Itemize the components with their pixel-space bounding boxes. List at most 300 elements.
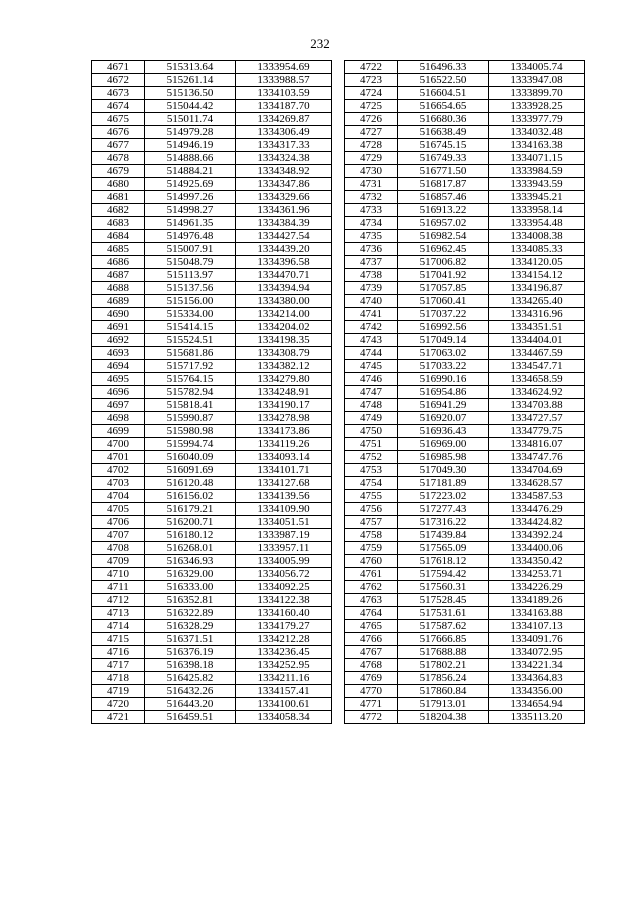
y-coordinate-cell: 1334316.96 — [489, 308, 585, 321]
table-row — [345, 399, 585, 412]
x-coordinate-cell: 515044.42 — [145, 100, 236, 113]
table-row — [345, 607, 585, 620]
y-coordinate-cell: 1334351.51 — [489, 321, 585, 334]
y-coordinate-cell: 1334189.26 — [489, 594, 585, 607]
table-row — [345, 100, 585, 113]
table-row — [345, 269, 585, 282]
point-number-cell: 4724 — [345, 87, 398, 100]
x-coordinate-cell: 516985.98 — [398, 451, 489, 464]
point-number-cell: 4689 — [92, 295, 145, 308]
point-number-cell: 4764 — [345, 607, 398, 620]
point-number-cell: 4761 — [345, 568, 398, 581]
x-coordinate-cell: 517860.84 — [398, 685, 489, 698]
y-coordinate-cell: 1334427.54 — [236, 230, 332, 243]
point-number-cell: 4690 — [92, 308, 145, 321]
x-coordinate-cell: 516941.29 — [398, 399, 489, 412]
y-coordinate-cell: 1334119.26 — [236, 438, 332, 451]
y-coordinate-cell: 1334467.59 — [489, 347, 585, 360]
y-coordinate-cell: 1334005.99 — [236, 555, 332, 568]
y-coordinate-cell: 1334703.88 — [489, 399, 585, 412]
table-row — [92, 178, 332, 191]
y-coordinate-cell: 1334347.86 — [236, 178, 332, 191]
x-coordinate-cell: 516522.50 — [398, 74, 489, 87]
x-coordinate-cell: 516957.02 — [398, 217, 489, 230]
table-row — [345, 191, 585, 204]
point-number-cell: 4673 — [92, 87, 145, 100]
table-row — [345, 230, 585, 243]
x-coordinate-cell: 516091.69 — [145, 464, 236, 477]
coordinate-table-left — [91, 60, 332, 724]
y-coordinate-cell: 1334190.17 — [236, 399, 332, 412]
table-row — [92, 685, 332, 698]
table-row — [92, 113, 332, 126]
table-row — [92, 594, 332, 607]
y-coordinate-cell: 1334100.61 — [236, 698, 332, 711]
table-row — [345, 113, 585, 126]
point-number-cell: 4681 — [92, 191, 145, 204]
y-coordinate-cell: 1334392.24 — [489, 529, 585, 542]
x-coordinate-cell: 516180.12 — [145, 529, 236, 542]
point-number-cell: 4713 — [92, 607, 145, 620]
table-row — [92, 61, 332, 74]
table-row — [345, 165, 585, 178]
x-coordinate-cell: 517802.21 — [398, 659, 489, 672]
x-coordinate-cell: 516745.15 — [398, 139, 489, 152]
point-number-cell: 4711 — [92, 581, 145, 594]
x-coordinate-cell: 514961.35 — [145, 217, 236, 230]
point-number-cell: 4748 — [345, 399, 398, 412]
table-row — [92, 633, 332, 646]
y-coordinate-cell: 1334163.38 — [489, 139, 585, 152]
x-coordinate-cell: 516496.33 — [398, 61, 489, 74]
table-row — [92, 542, 332, 555]
table-row — [92, 581, 332, 594]
x-coordinate-cell: 516913.22 — [398, 204, 489, 217]
y-coordinate-cell: 1334704.69 — [489, 464, 585, 477]
x-coordinate-cell: 515137.56 — [145, 282, 236, 295]
y-coordinate-cell: 1334380.00 — [236, 295, 332, 308]
point-number-cell: 4725 — [345, 100, 398, 113]
x-coordinate-cell: 515990.87 — [145, 412, 236, 425]
table-row — [345, 659, 585, 672]
table-row — [92, 74, 332, 87]
table-row — [92, 321, 332, 334]
y-coordinate-cell: 1334816.07 — [489, 438, 585, 451]
y-coordinate-cell: 1334727.57 — [489, 412, 585, 425]
x-coordinate-cell: 517856.24 — [398, 672, 489, 685]
x-coordinate-cell: 518204.38 — [398, 711, 489, 724]
point-number-cell: 4720 — [92, 698, 145, 711]
x-coordinate-cell: 517531.61 — [398, 607, 489, 620]
y-coordinate-cell: 1334160.40 — [236, 607, 332, 620]
point-number-cell: 4741 — [345, 308, 398, 321]
table-row — [345, 516, 585, 529]
y-coordinate-cell: 1333954.69 — [236, 61, 332, 74]
point-number-cell: 4695 — [92, 373, 145, 386]
x-coordinate-cell: 515717.92 — [145, 360, 236, 373]
x-coordinate-cell: 517006.82 — [398, 256, 489, 269]
table-row — [345, 204, 585, 217]
point-number-cell: 4730 — [345, 165, 398, 178]
y-coordinate-cell: 1334058.34 — [236, 711, 332, 724]
y-coordinate-cell: 1333977.79 — [489, 113, 585, 126]
point-number-cell: 4699 — [92, 425, 145, 438]
point-number-cell: 4693 — [92, 347, 145, 360]
point-number-cell: 4768 — [345, 659, 398, 672]
point-number-cell: 4749 — [345, 412, 398, 425]
table-row — [345, 360, 585, 373]
point-number-cell: 4691 — [92, 321, 145, 334]
x-coordinate-cell: 517060.41 — [398, 295, 489, 308]
table-row — [345, 256, 585, 269]
table-row — [92, 165, 332, 178]
table-row — [345, 61, 585, 74]
y-coordinate-cell: 1333984.59 — [489, 165, 585, 178]
x-coordinate-cell: 514997.26 — [145, 191, 236, 204]
x-coordinate-cell: 517181.89 — [398, 477, 489, 490]
x-coordinate-cell: 516857.46 — [398, 191, 489, 204]
point-number-cell: 4682 — [92, 204, 145, 217]
y-coordinate-cell: 1333954.48 — [489, 217, 585, 230]
point-number-cell: 4731 — [345, 178, 398, 191]
point-number-cell: 4675 — [92, 113, 145, 126]
y-coordinate-cell: 1334439.20 — [236, 243, 332, 256]
point-number-cell: 4684 — [92, 230, 145, 243]
x-coordinate-cell: 516179.21 — [145, 503, 236, 516]
point-number-cell: 4701 — [92, 451, 145, 464]
point-number-cell: 4709 — [92, 555, 145, 568]
table-row — [92, 399, 332, 412]
y-coordinate-cell: 1333947.08 — [489, 74, 585, 87]
x-coordinate-cell: 515524.51 — [145, 334, 236, 347]
point-number-cell: 4692 — [92, 334, 145, 347]
point-number-cell: 4757 — [345, 516, 398, 529]
x-coordinate-cell: 516936.43 — [398, 425, 489, 438]
y-coordinate-cell: 1334252.95 — [236, 659, 332, 672]
point-number-cell: 4714 — [92, 620, 145, 633]
point-number-cell: 4769 — [345, 672, 398, 685]
table-row — [92, 347, 332, 360]
y-coordinate-cell: 1334005.74 — [489, 61, 585, 74]
page-number: 232 — [310, 36, 330, 51]
table-row — [345, 243, 585, 256]
x-coordinate-cell: 516040.09 — [145, 451, 236, 464]
table-row — [345, 308, 585, 321]
y-coordinate-cell: 1334056.72 — [236, 568, 332, 581]
x-coordinate-cell: 516990.16 — [398, 373, 489, 386]
y-coordinate-cell: 1334654.94 — [489, 698, 585, 711]
point-number-cell: 4727 — [345, 126, 398, 139]
table-row — [345, 646, 585, 659]
point-number-cell: 4706 — [92, 516, 145, 529]
table-row — [92, 243, 332, 256]
table-row — [92, 87, 332, 100]
y-coordinate-cell: 1334400.06 — [489, 542, 585, 555]
table-row — [345, 672, 585, 685]
y-coordinate-cell: 1334253.71 — [489, 568, 585, 581]
point-number-cell: 4758 — [345, 529, 398, 542]
y-coordinate-cell: 1334364.83 — [489, 672, 585, 685]
point-number-cell: 4700 — [92, 438, 145, 451]
point-number-cell: 4754 — [345, 477, 398, 490]
y-coordinate-cell: 1334093.14 — [236, 451, 332, 464]
point-number-cell: 4698 — [92, 412, 145, 425]
point-number-cell: 4687 — [92, 269, 145, 282]
y-coordinate-cell: 1334120.05 — [489, 256, 585, 269]
x-coordinate-cell: 517041.92 — [398, 269, 489, 282]
table-row — [345, 633, 585, 646]
y-coordinate-cell: 1334139.56 — [236, 490, 332, 503]
x-coordinate-cell: 517594.42 — [398, 568, 489, 581]
table-row — [92, 477, 332, 490]
x-coordinate-cell: 515764.15 — [145, 373, 236, 386]
x-coordinate-cell: 517528.45 — [398, 594, 489, 607]
x-coordinate-cell: 515313.64 — [145, 61, 236, 74]
point-number-cell: 4739 — [345, 282, 398, 295]
table-row — [92, 672, 332, 685]
y-coordinate-cell: 1334384.39 — [236, 217, 332, 230]
table-row — [345, 451, 585, 464]
y-coordinate-cell: 1334424.82 — [489, 516, 585, 529]
y-coordinate-cell: 1334324.38 — [236, 152, 332, 165]
table-row — [345, 217, 585, 230]
point-number-cell: 4751 — [345, 438, 398, 451]
point-number-cell: 4674 — [92, 100, 145, 113]
point-number-cell: 4707 — [92, 529, 145, 542]
table-row — [92, 412, 332, 425]
point-number-cell: 4772 — [345, 711, 398, 724]
x-coordinate-cell: 515782.94 — [145, 386, 236, 399]
y-coordinate-cell: 1333945.21 — [489, 191, 585, 204]
point-number-cell: 4685 — [92, 243, 145, 256]
point-number-cell: 4732 — [345, 191, 398, 204]
table-row — [345, 581, 585, 594]
point-number-cell: 4745 — [345, 360, 398, 373]
x-coordinate-cell: 514976.48 — [145, 230, 236, 243]
table-row — [345, 347, 585, 360]
point-number-cell: 4712 — [92, 594, 145, 607]
point-number-cell: 4747 — [345, 386, 398, 399]
point-number-cell: 4770 — [345, 685, 398, 698]
y-coordinate-cell: 1334348.92 — [236, 165, 332, 178]
table-row — [92, 568, 332, 581]
x-coordinate-cell: 516425.82 — [145, 672, 236, 685]
point-number-cell: 4755 — [345, 490, 398, 503]
point-number-cell: 4762 — [345, 581, 398, 594]
x-coordinate-cell: 516680.36 — [398, 113, 489, 126]
table-row — [92, 503, 332, 516]
x-coordinate-cell: 516432.26 — [145, 685, 236, 698]
x-coordinate-cell: 516376.19 — [145, 646, 236, 659]
y-coordinate-cell: 1334361.96 — [236, 204, 332, 217]
table-row — [92, 386, 332, 399]
point-number-cell: 4697 — [92, 399, 145, 412]
x-coordinate-cell: 517049.30 — [398, 464, 489, 477]
y-coordinate-cell: 1334154.12 — [489, 269, 585, 282]
y-coordinate-cell: 1334265.40 — [489, 295, 585, 308]
point-number-cell: 4738 — [345, 269, 398, 282]
table-row — [92, 373, 332, 386]
x-coordinate-cell: 516459.51 — [145, 711, 236, 724]
table-row — [92, 256, 332, 269]
table-row — [345, 425, 585, 438]
point-number-cell: 4735 — [345, 230, 398, 243]
table-row — [92, 191, 332, 204]
y-coordinate-cell: 1334221.34 — [489, 659, 585, 672]
x-coordinate-cell: 516352.81 — [145, 594, 236, 607]
y-coordinate-cell: 1334382.12 — [236, 360, 332, 373]
x-coordinate-cell: 515007.91 — [145, 243, 236, 256]
x-coordinate-cell: 516156.02 — [145, 490, 236, 503]
x-coordinate-cell: 517033.22 — [398, 360, 489, 373]
point-number-cell: 4753 — [345, 464, 398, 477]
table-row — [92, 126, 332, 139]
y-coordinate-cell: 1334396.58 — [236, 256, 332, 269]
point-number-cell: 4671 — [92, 61, 145, 74]
point-number-cell: 4679 — [92, 165, 145, 178]
x-coordinate-cell: 515818.41 — [145, 399, 236, 412]
table-row — [92, 425, 332, 438]
table-row — [92, 607, 332, 620]
x-coordinate-cell: 516443.20 — [145, 698, 236, 711]
table-row — [345, 503, 585, 516]
y-coordinate-cell: 1334306.49 — [236, 126, 332, 139]
y-coordinate-cell: 1334187.70 — [236, 100, 332, 113]
x-coordinate-cell: 517037.22 — [398, 308, 489, 321]
x-coordinate-cell: 514998.27 — [145, 204, 236, 217]
x-coordinate-cell: 516346.93 — [145, 555, 236, 568]
table-row — [92, 204, 332, 217]
x-coordinate-cell: 516371.51 — [145, 633, 236, 646]
y-coordinate-cell: 1334179.27 — [236, 620, 332, 633]
point-number-cell: 4678 — [92, 152, 145, 165]
y-coordinate-cell: 1334356.00 — [489, 685, 585, 698]
point-number-cell: 4763 — [345, 594, 398, 607]
y-coordinate-cell: 1334329.66 — [236, 191, 332, 204]
table-row — [345, 373, 585, 386]
y-coordinate-cell: 1333988.57 — [236, 74, 332, 87]
y-coordinate-cell: 1334212.28 — [236, 633, 332, 646]
table-row — [345, 464, 585, 477]
point-number-cell: 4734 — [345, 217, 398, 230]
y-coordinate-cell: 1334747.76 — [489, 451, 585, 464]
y-coordinate-cell: 1333957.11 — [236, 542, 332, 555]
y-coordinate-cell: 1334127.68 — [236, 477, 332, 490]
table-row — [345, 490, 585, 503]
point-number-cell: 4740 — [345, 295, 398, 308]
coordinate-table-right — [344, 60, 585, 724]
table-row — [345, 412, 585, 425]
x-coordinate-cell: 514946.19 — [145, 139, 236, 152]
point-number-cell: 4733 — [345, 204, 398, 217]
x-coordinate-cell: 516120.48 — [145, 477, 236, 490]
y-coordinate-cell: 1334032.48 — [489, 126, 585, 139]
x-coordinate-cell: 515156.00 — [145, 295, 236, 308]
point-number-cell: 4721 — [92, 711, 145, 724]
x-coordinate-cell: 517587.62 — [398, 620, 489, 633]
x-coordinate-cell: 517688.88 — [398, 646, 489, 659]
x-coordinate-cell: 517560.31 — [398, 581, 489, 594]
point-number-cell: 4750 — [345, 425, 398, 438]
x-coordinate-cell: 515681.86 — [145, 347, 236, 360]
table-row — [345, 126, 585, 139]
point-number-cell: 4767 — [345, 646, 398, 659]
point-number-cell: 4672 — [92, 74, 145, 87]
x-coordinate-cell: 517063.02 — [398, 347, 489, 360]
table-row — [345, 529, 585, 542]
x-coordinate-cell: 517666.85 — [398, 633, 489, 646]
table-row — [92, 711, 332, 724]
y-coordinate-cell: 1334587.53 — [489, 490, 585, 503]
table-row — [92, 555, 332, 568]
x-coordinate-cell: 517565.09 — [398, 542, 489, 555]
table-row — [345, 685, 585, 698]
table-row — [92, 438, 332, 451]
x-coordinate-cell: 514979.28 — [145, 126, 236, 139]
y-coordinate-cell: 1334278.98 — [236, 412, 332, 425]
y-coordinate-cell: 1334624.92 — [489, 386, 585, 399]
x-coordinate-cell: 516268.01 — [145, 542, 236, 555]
y-coordinate-cell: 1334091.76 — [489, 633, 585, 646]
table-row — [92, 334, 332, 347]
point-number-cell: 4696 — [92, 386, 145, 399]
y-coordinate-cell: 1334101.71 — [236, 464, 332, 477]
table-row — [92, 529, 332, 542]
x-coordinate-cell: 516817.87 — [398, 178, 489, 191]
point-number-cell: 4702 — [92, 464, 145, 477]
x-coordinate-cell: 516920.07 — [398, 412, 489, 425]
table-row — [92, 100, 332, 113]
point-number-cell: 4719 — [92, 685, 145, 698]
point-number-cell: 4708 — [92, 542, 145, 555]
x-coordinate-cell: 517057.85 — [398, 282, 489, 295]
y-coordinate-cell: 1334470.71 — [236, 269, 332, 282]
point-number-cell: 4676 — [92, 126, 145, 139]
table-row — [92, 646, 332, 659]
table-row — [92, 295, 332, 308]
point-number-cell: 4752 — [345, 451, 398, 464]
point-number-cell: 4710 — [92, 568, 145, 581]
x-coordinate-cell: 516638.49 — [398, 126, 489, 139]
y-coordinate-cell: 1334163.88 — [489, 607, 585, 620]
y-coordinate-cell: 1334308.79 — [236, 347, 332, 360]
table-row — [345, 386, 585, 399]
y-coordinate-cell: 1334085.33 — [489, 243, 585, 256]
point-number-cell: 4722 — [345, 61, 398, 74]
y-coordinate-cell: 1334404.01 — [489, 334, 585, 347]
y-coordinate-cell: 1334394.94 — [236, 282, 332, 295]
point-number-cell: 4718 — [92, 672, 145, 685]
x-coordinate-cell: 516969.00 — [398, 438, 489, 451]
point-number-cell: 4680 — [92, 178, 145, 191]
x-coordinate-cell: 515011.74 — [145, 113, 236, 126]
y-coordinate-cell: 1334196.87 — [489, 282, 585, 295]
y-coordinate-cell: 1334122.38 — [236, 594, 332, 607]
x-coordinate-cell: 517277.43 — [398, 503, 489, 516]
y-coordinate-cell: 1334779.75 — [489, 425, 585, 438]
point-number-cell: 4756 — [345, 503, 398, 516]
y-coordinate-cell: 1334214.00 — [236, 308, 332, 321]
y-coordinate-cell: 1334092.25 — [236, 581, 332, 594]
table-row — [92, 139, 332, 152]
point-number-cell: 4683 — [92, 217, 145, 230]
table-row — [345, 698, 585, 711]
x-coordinate-cell: 516604.51 — [398, 87, 489, 100]
table-row — [345, 568, 585, 581]
point-number-cell: 4703 — [92, 477, 145, 490]
y-coordinate-cell: 1333899.70 — [489, 87, 585, 100]
y-coordinate-cell: 1334248.91 — [236, 386, 332, 399]
